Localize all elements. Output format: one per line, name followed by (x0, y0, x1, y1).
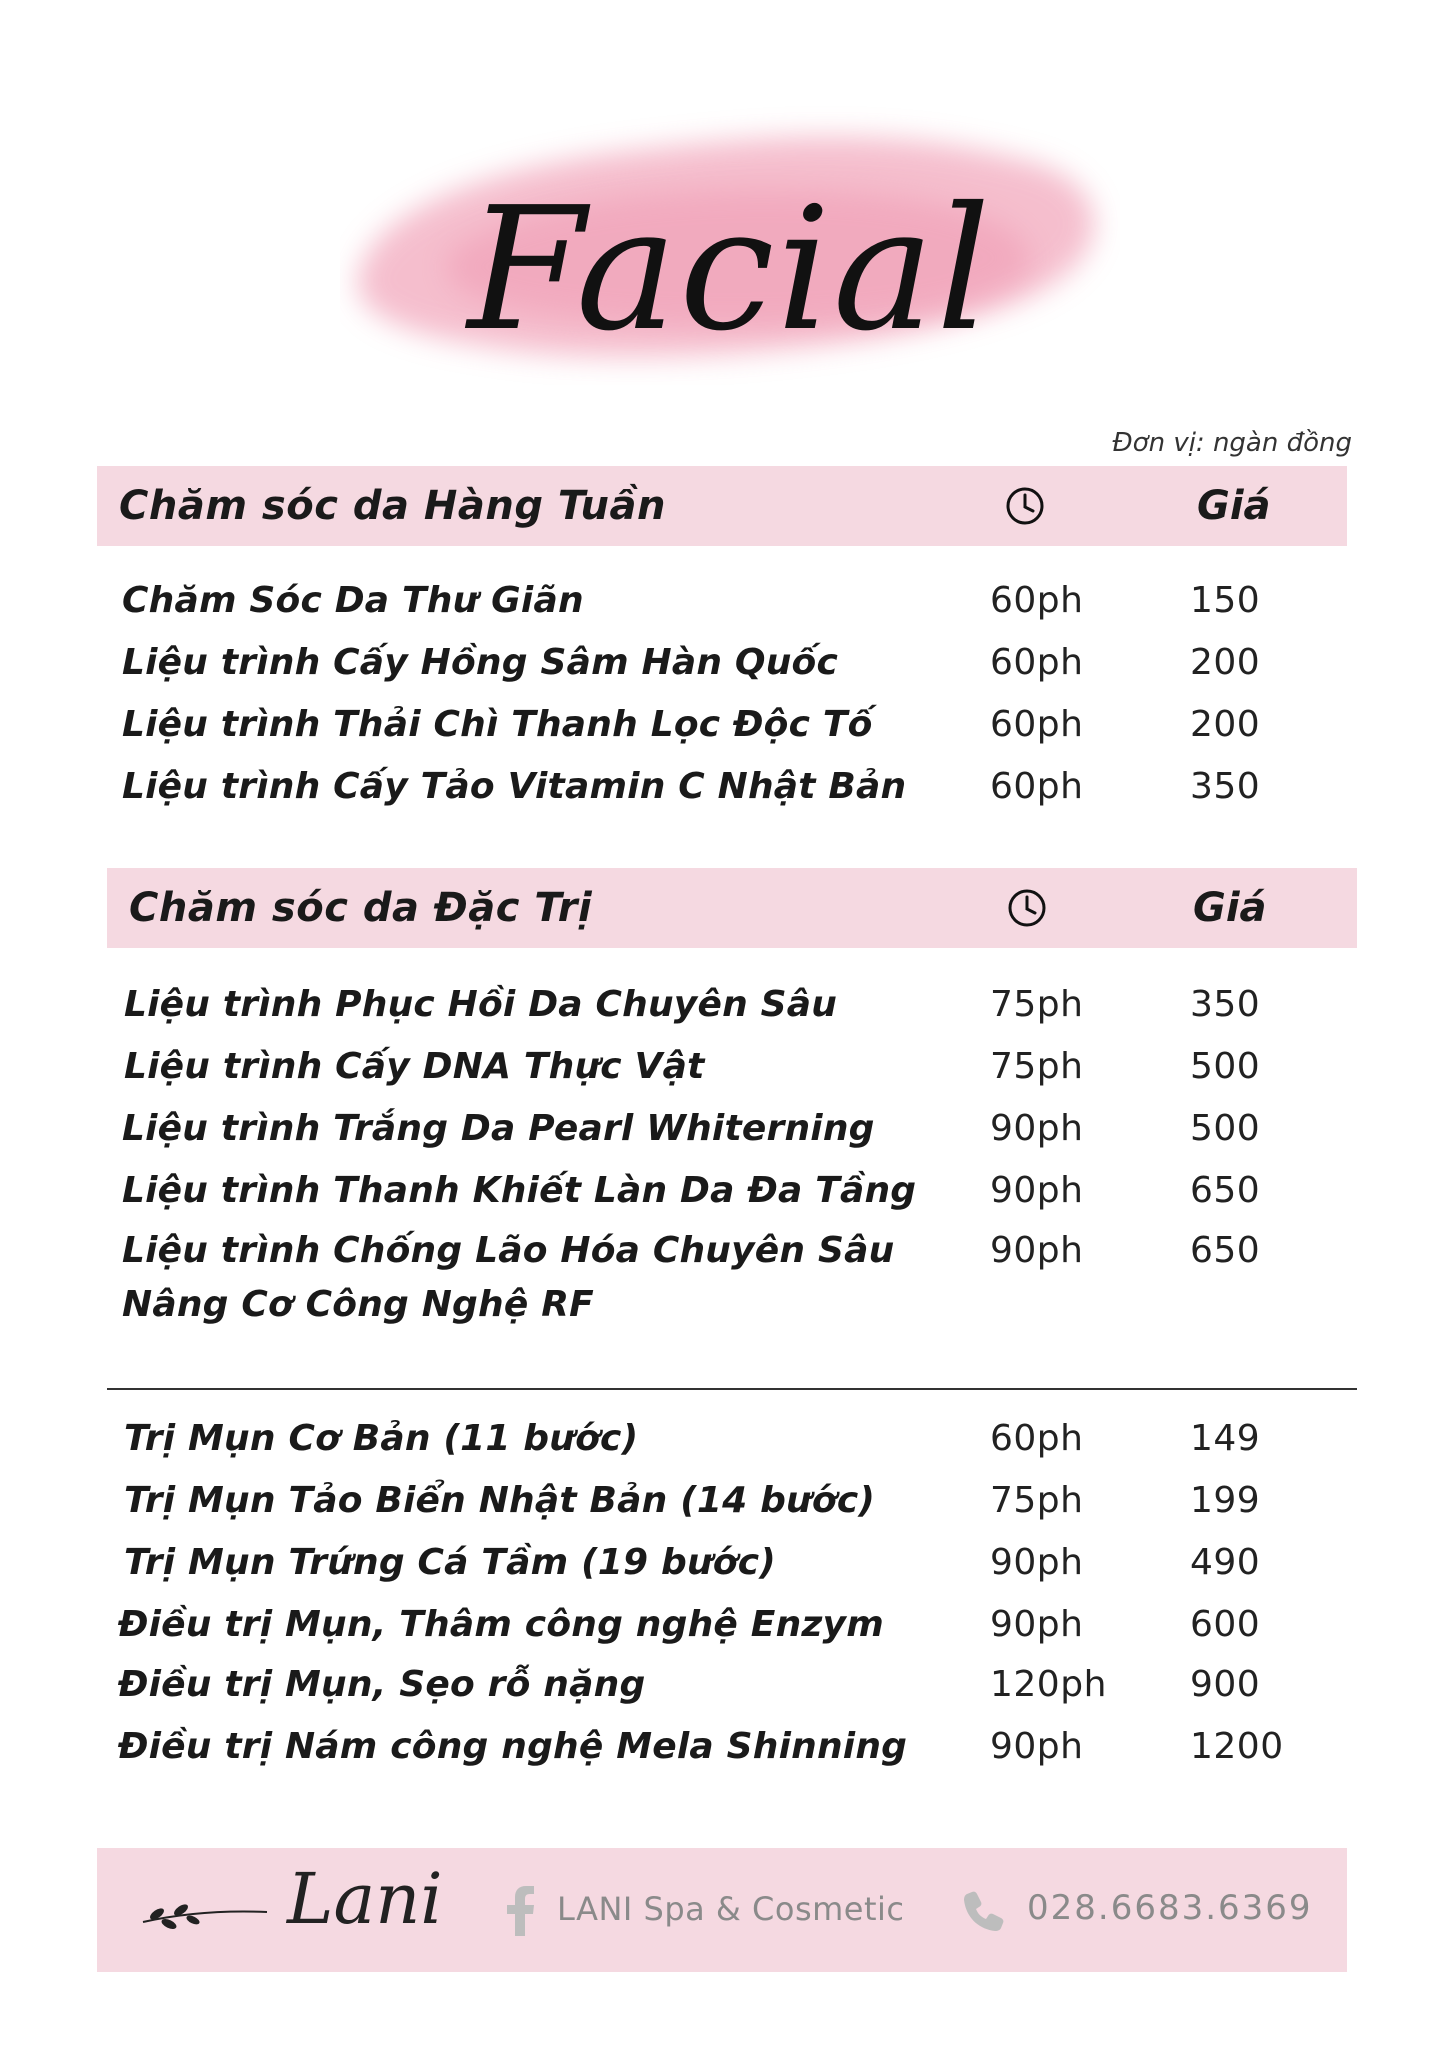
service-price: 200 (1190, 704, 1261, 745)
service-price: 1200 (1190, 1726, 1284, 1767)
phone-icon[interactable] (963, 1890, 1005, 1932)
service-price: 150 (1190, 580, 1261, 621)
facebook-label[interactable]: LANI Spa & Cosmetic (557, 1890, 905, 1928)
service-price: 500 (1190, 1046, 1261, 1087)
page-title: Facial (467, 171, 993, 369)
service-duration: 75ph (990, 1046, 1084, 1087)
service-duration: 60ph (990, 642, 1084, 683)
service-price: 650 (1190, 1230, 1261, 1271)
service-duration: 75ph (990, 984, 1084, 1025)
list-item (0, 1664, 1444, 1720)
service-name: Liệu trình Cấy Hồng Sâm Hàn Quốc (122, 642, 839, 683)
list-item (0, 766, 1444, 822)
service-name: Trị Mụn Cơ Bản (11 bước) (124, 1418, 639, 1459)
service-name: Chăm Sóc Da Thư Giãn (122, 580, 584, 621)
section-header-weekly (97, 466, 1347, 546)
clock-icon (1005, 486, 1045, 526)
service-price: 199 (1190, 1480, 1261, 1521)
service-duration: 75ph (990, 1480, 1084, 1521)
service-price: 650 (1190, 1170, 1261, 1211)
clock-icon (1007, 888, 1047, 928)
service-name: Trị Mụn Tảo Biển Nhật Bản (14 bước) (124, 1480, 876, 1521)
service-price: 350 (1190, 984, 1261, 1025)
list-item (0, 1604, 1444, 1660)
list-item (0, 1046, 1444, 1102)
list-item (0, 580, 1444, 636)
service-name: Liệu trình Cấy Tảo Vitamin C Nhật Bản (122, 766, 907, 807)
service-price: 200 (1190, 642, 1261, 683)
service-price: 490 (1190, 1542, 1261, 1583)
service-name: Liệu trình Thải Chì Thanh Lọc Độc Tố (122, 704, 873, 745)
service-name-line2: Nâng Cơ Công Nghệ RF (122, 1284, 594, 1325)
section-title: Chăm sóc da Hàng Tuần (119, 483, 666, 529)
list-item (0, 1170, 1444, 1226)
leaf-branch-icon (139, 1892, 269, 1932)
service-duration: 60ph (990, 766, 1084, 807)
service-duration: 60ph (990, 580, 1084, 621)
list-item (0, 1480, 1444, 1536)
service-duration: 90ph (990, 1726, 1084, 1767)
service-name: Liệu trình Chống Lão Hóa Chuyên Sâu (122, 1230, 895, 1271)
service-duration: 60ph (990, 1418, 1084, 1459)
service-name: Điều trị Nám công nghệ Mela Shinning (118, 1726, 908, 1767)
list-item (0, 1418, 1444, 1474)
unit-note: Đơn vị: ngàn đồng (1112, 428, 1352, 458)
service-name: Liệu trình Thanh Khiết Làn Da Đa Tầng (122, 1170, 917, 1211)
service-duration: 120ph (990, 1664, 1107, 1705)
list-item (0, 1542, 1444, 1598)
footer (97, 1848, 1347, 1972)
service-duration: 60ph (990, 704, 1084, 745)
service-name: Điều trị Mụn, Sẹo rỗ nặng (118, 1664, 646, 1705)
lani-logo: Lani (287, 1858, 443, 1940)
service-duration: 90ph (990, 1604, 1084, 1645)
section-header-special (107, 868, 1357, 948)
list-item (0, 984, 1444, 1040)
phone-number[interactable]: 028.6683.6369 (1027, 1888, 1313, 1928)
service-name: Liệu trình Trắng Da Pearl Whiterning (122, 1108, 875, 1149)
service-price: 350 (1190, 766, 1261, 807)
list-item (0, 1230, 1444, 1340)
list-item (0, 1108, 1444, 1164)
service-duration: 90ph (990, 1230, 1084, 1271)
list-item (0, 704, 1444, 760)
service-price: 500 (1190, 1108, 1261, 1149)
service-duration: 90ph (990, 1108, 1084, 1149)
price-header: Giá (1193, 885, 1267, 931)
section-title: Chăm sóc da Đặc Trị (129, 885, 593, 931)
service-name: Liệu trình Phục Hồi Da Chuyên Sâu (124, 984, 838, 1025)
price-header: Giá (1197, 483, 1271, 529)
list-item (0, 642, 1444, 698)
service-price: 149 (1190, 1418, 1261, 1459)
section-divider (107, 1388, 1357, 1390)
service-name: Điều trị Mụn, Thâm công nghệ Enzym (118, 1604, 884, 1645)
service-duration: 90ph (990, 1542, 1084, 1583)
service-price: 900 (1190, 1664, 1261, 1705)
service-price: 600 (1190, 1604, 1261, 1645)
list-item (0, 1726, 1444, 1782)
service-name: Trị Mụn Trứng Cá Tầm (19 bước) (124, 1542, 776, 1583)
service-name: Liệu trình Cấy DNA Thực Vật (124, 1046, 705, 1087)
facebook-icon[interactable] (507, 1886, 535, 1936)
title-area (340, 95, 1120, 385)
service-duration: 90ph (990, 1170, 1084, 1211)
